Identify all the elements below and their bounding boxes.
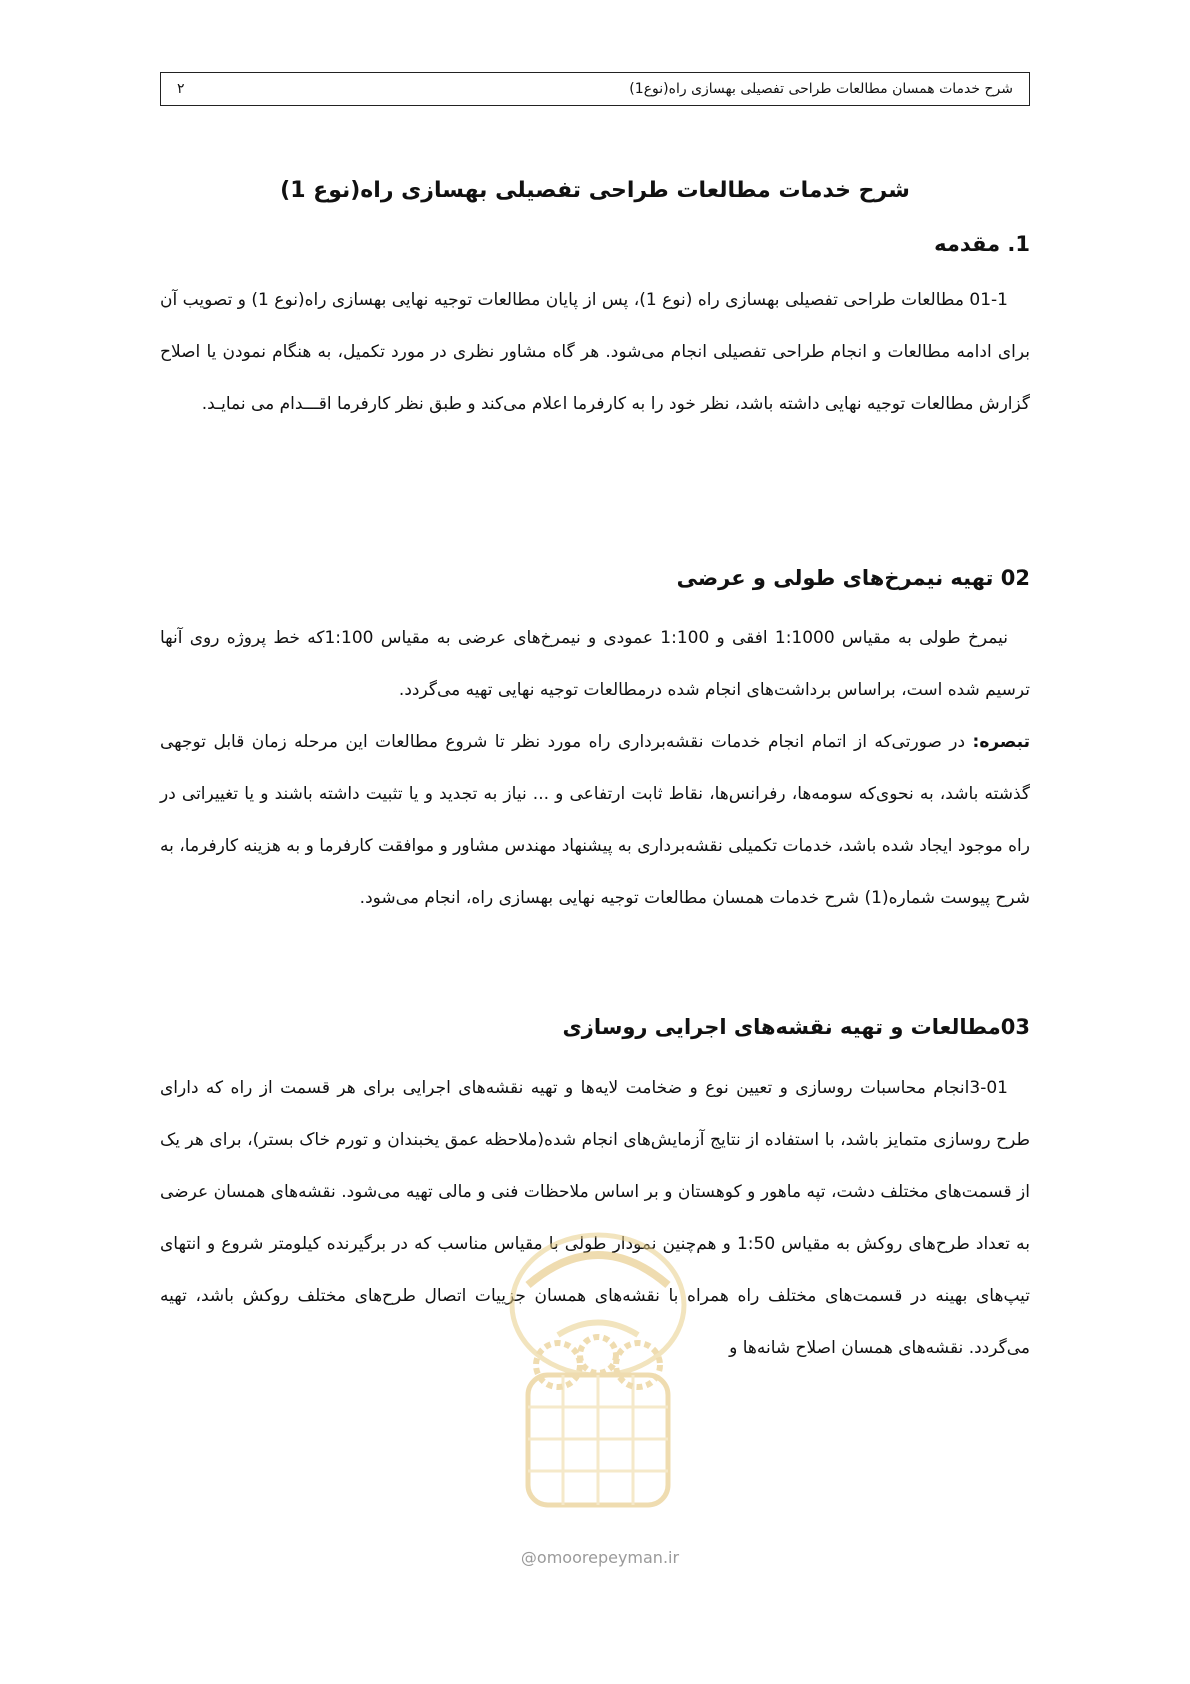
header-title: شرح خدمات همسان مطالعات طراحی تفصیلی بهسازی راه(نوع1) [629,81,1013,97]
running-header [160,72,1030,106]
note-label: تبصره: [972,732,1030,752]
page-number: ۲ [177,81,185,97]
section1-paragraph: 01-1 مطالعات طراحی تفصیلی بهسازی راه (نوع 1)، پس از پایان مطالعات توجیه نهایی بهسازی راه(نوع 1) و تصویب آن برای ادامه مطالعات و انجام طراحی تفصیلی انجام می‌شود. هر گاه مشاور نظری در مورد تکمیل، به هنگام نمودن یا اصلاح گزارش مطالعات توجیه نهایی داشته باشد، نظر خود را به کارفرما اعلام می‌کند و طبق نظر کارفرما اقـــدام می نمایـد. [160,290,1030,414]
section1-body [160,274,1030,430]
watermark-seal-icon [488,1215,708,1545]
section3-paragraph: 3-01انجام محاسبات روسازی و تعیین نوع و ضخامت لایه‌ها و تهیه نقشه‌های اجرایی برای هر قسمت از راه که دارای طرح روسازی متمایز باشد، با استفاده از نتایج آزمایش‌های انجام شده(ملاحظه عمق یخبندان و تورم خاک بستر)، برای هر یک از قسمت‌های مختلف دشت، تپه ماهور و کوهستان و بر اساس ملاحظات فنی و مالی تهیه می‌شود. نقشه‌های همسان عرضی به تعداد طرح‌های روکش به مقیاس 1:50 و هم‌چنین نمودار طولی با مقیاس مناسب که در برگیرنده کیلومتر شروع و انتهای تیپ‌های بهینه در قسمت‌های مختلف راه همراه با نقشه‌های همسان جزییات اتصال طرح‌های مختلف روکش باشد، تهیه می‌گردد. نقشه‌های همسان اصلاح شانه‌ها و [160,1078,1030,1358]
section3-heading: 03مطالعات و تهیه نقشه‌های اجرایی روسازی [562,1015,1030,1039]
watermark-caption: @omoorepeyman.ir [520,1548,680,1567]
section2-note [160,716,1030,924]
section2-paragraph: نیمرخ طولی به مقیاس 1:1000 افقی و 1:100 عمودی و نیمرخ‌های عرضی به مقیاس 1:100که خط پروژه روی آنها ترسیم شده است، براساس برداشت‌های انجام شده درمطالعات توجیه نهایی تهیه می‌گردد. [160,628,1030,700]
document-title: شرح خدمات مطالعات طراحی تفصیلی بهسازی راه(نوع 1) [280,178,910,203]
note-text: در صورتی‌که از اتمام انجام خدمات نقشه‌برداری راه مورد نظر تا شروع مطالعات این مرحله زمان قابل توجهی گذشته باشد، به نحوی‌که سومه‌ها، رفرانس‌ها، نقاط ثابت ارتفاعی و ... نیاز به تجدید و یا تثبیت داشته باشند و یا تغییراتی در راه موجود ایجاد شده باشد، خدمات تکمیلی نقشه‌برداری به پیشنهاد مهندس مشاور و موافقت کارفرما و به هزینه کارفرما، به شرح پیوست شماره(1) شرح خدمات همسان مطالعات توجیه نهایی بهسازی راه، انجام می‌شود. [160,732,1030,908]
section2-body [160,612,1030,924]
section1-heading: 1. مقدمه [934,232,1030,256]
section2-heading: 02 تهیه نیمرخ‌های طولی و عرضی [676,566,1030,590]
